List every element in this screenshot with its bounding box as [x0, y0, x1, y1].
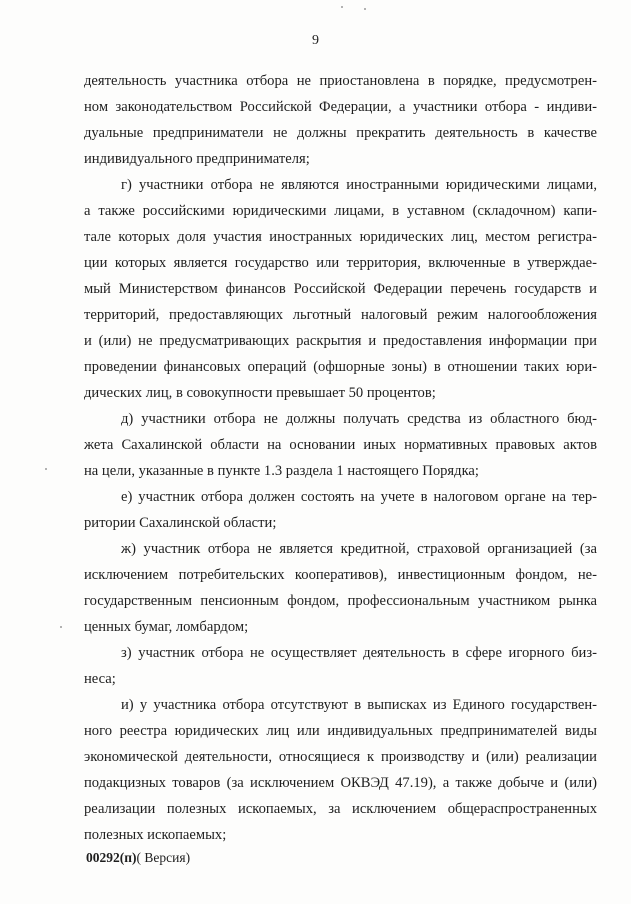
text-line: государственным пенсионным фондом, профессиональным участником рынка	[84, 593, 597, 609]
text-line: д) участники отбора не должны получать средства из областного бюд-	[121, 411, 597, 427]
scan-speck	[364, 8, 366, 10]
text-line: е) участник отбора должен состоять на учете в налоговом органе на тер-	[121, 489, 597, 505]
text-line: на цели, указанные в пункте 1.3 раздела 1 настоящего Порядка;	[84, 463, 479, 479]
scan-speck	[45, 468, 47, 470]
text-line: а также российскими юридическими лицами, в уставном (складочном) капи-	[84, 203, 597, 219]
text-line: г) участники отбора не являются иностранными юридическими лицами,	[121, 177, 597, 193]
text-line: территорий, предоставляющих льготный налоговый режим налогообложения	[84, 307, 597, 323]
page-number: 9	[312, 33, 319, 48]
text-line: деятельность участника отбора не приостановлена в порядке, предусмотрен-	[84, 73, 597, 89]
text-line: ного реестра юридических лиц или индивидуальных предпринимателей виды	[84, 723, 597, 739]
text-line: ции которых является государство или территория, включенные в утверждае-	[84, 255, 597, 271]
text-line: дуальные предприниматели не должны прекратить деятельность в качестве	[84, 125, 597, 141]
text-line: и (или) не предусматривающих раскрытия и предоставления информации при	[84, 333, 597, 349]
document-footer	[86, 850, 190, 866]
document-version: ( Версия)	[136, 850, 191, 865]
text-line: дических лиц, в совокупности превышает 50 процентов;	[84, 385, 436, 401]
text-line: ж) участник отбора не является кредитной, страховой организацией (за	[121, 541, 597, 557]
text-line: неса;	[84, 671, 116, 687]
text-line: тале которых доля участия иностранных юридических лиц, местом регистра-	[84, 229, 597, 245]
text-line: индивидуального предпринимателя;	[84, 151, 310, 167]
scan-speck	[60, 626, 62, 628]
text-line: подакцизных товаров (за исключением ОКВЭД 47.19), а также добыче и (или)	[84, 775, 597, 791]
text-line: и) у участника отбора отсутствуют в выписках из Единого государствен-	[121, 697, 597, 713]
text-line: полезных ископаемых;	[84, 827, 227, 843]
text-line: экономической деятельности, относящиеся к производству и (или) реализации	[84, 749, 597, 765]
text-line: ритории Сахалинской области;	[84, 515, 277, 531]
text-line: ценных бумаг, ломбардом;	[84, 619, 249, 635]
text-line: реализации полезных ископаемых, за исключением общераспространенных	[84, 801, 597, 817]
text-line: ном законодательством Российской Федерации, а участники отбора - индиви-	[84, 99, 597, 115]
document-body	[84, 68, 597, 848]
text-line: жета Сахалинской области на основании иных нормативных правовых актов	[84, 437, 597, 453]
scan-speck	[341, 6, 343, 8]
text-line: исключением потребительских кооперативов), инвестиционным фондом, не-	[84, 567, 597, 583]
document-code: 00292(п)	[86, 850, 137, 865]
text-line: з) участник отбора не осуществляет деятельность в сфере игорного биз-	[121, 645, 597, 661]
text-line: проведении финансовых операций (офшорные зоны) в отношении таких юри-	[84, 359, 597, 375]
text-line: мый Министерством финансов Российской Федерации перечень государств и	[84, 281, 597, 297]
